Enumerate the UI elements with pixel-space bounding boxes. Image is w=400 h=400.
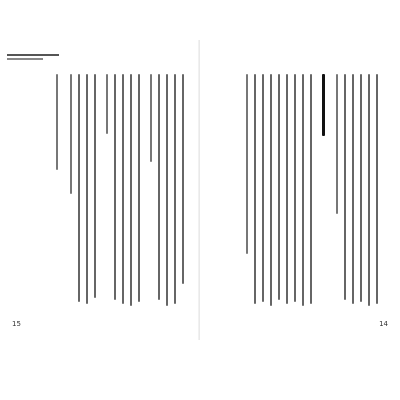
text-column <box>106 74 108 134</box>
page-number: 14 <box>379 320 388 328</box>
text-column <box>278 74 280 300</box>
text-column <box>70 74 72 194</box>
text-column <box>246 74 248 254</box>
text-column <box>174 74 176 304</box>
text-column <box>368 74 370 306</box>
text-column <box>344 74 346 300</box>
text-column <box>56 74 58 170</box>
text-column <box>286 74 288 304</box>
text-column <box>114 74 116 300</box>
text-column <box>158 74 160 300</box>
text-column <box>122 74 124 304</box>
text-column <box>150 74 152 162</box>
text-column <box>166 74 168 306</box>
text-column <box>78 74 80 302</box>
text-column <box>182 74 184 284</box>
running-header-line <box>7 58 43 60</box>
text-column <box>94 74 96 298</box>
book-spread <box>0 40 400 340</box>
text-column <box>254 74 256 304</box>
running-header <box>7 54 59 56</box>
text-column <box>310 74 312 304</box>
left-page <box>0 40 200 340</box>
page-number: 15 <box>12 320 21 328</box>
right-page <box>200 40 400 340</box>
text-column <box>352 74 354 304</box>
text-column <box>138 74 140 302</box>
text-column <box>262 74 264 302</box>
text-column <box>270 74 272 306</box>
text-column <box>376 74 378 304</box>
text-column <box>86 74 88 304</box>
text-column <box>294 74 296 302</box>
text-column <box>360 74 362 302</box>
text-column <box>302 74 304 306</box>
section-heading <box>322 74 325 136</box>
text-column <box>130 74 132 306</box>
text-column <box>336 74 338 214</box>
